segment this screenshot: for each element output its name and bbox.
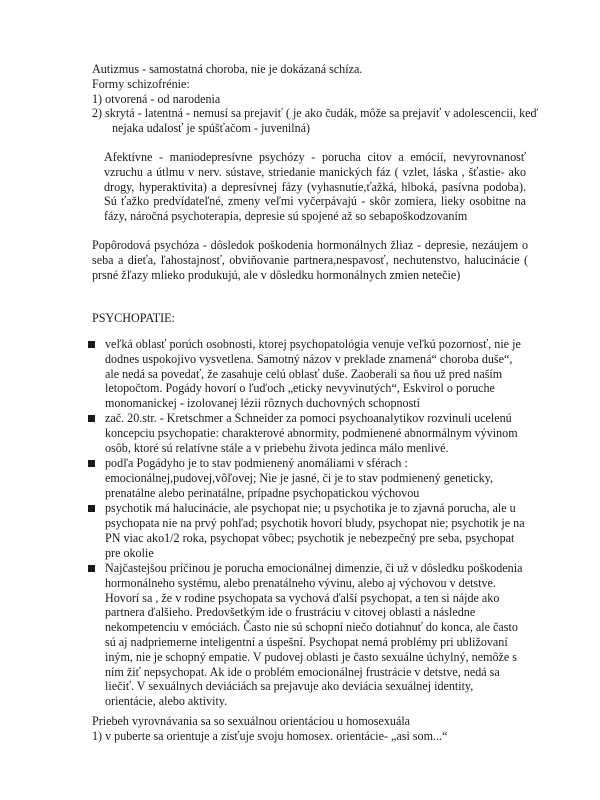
intro-section [92,62,562,136]
bullet-text: zač. 20.str. - Kretschmer a Schneider za pomoci psychoanalytikov rozvinuli ucelenú koncepciu psychopatie: charakterové abnormity, podmienené abnormálnym vývinom osôb, ktoré sú relatívne stále a v priebehu života jedinca málo menlivé. [105,411,518,456]
bullet-item [88,337,526,411]
psychopathy-bullet-list [88,337,526,709]
schizophrenia-form-2: 2) skrytá - latentná - nemusí sa prejaviť ( je ako čudák, môže sa prejaviť v adolescencii, keď nejaka udalosť je spúšťačom - juvenilná) [92,106,539,136]
psychopathy-heading: PSYCHOPATIE: [92,311,175,325]
autism-line: Autizmus - samostatná choroba, nie je dokázaná schíza. [92,62,363,76]
bullet-item [88,561,526,709]
orientation-process-section [92,714,562,744]
bullet-text: Najčastejšou príčinou je porucha emocionálnej dimenzie, či už v dôsledku poškodenia hormonálneho systému, alebo prenatálneho vývinu, alebo aj výchovou v detstve. Hovorí sa , že v rodine psychopata sa vychová ďalší psychopat, a ten si nájde ako partnera ďalšieho. Predovšetkým ide o frustráciu v citovej oblasti a následne nekompetenciu v emóciách. Často nie sú schopní niečo dotiahnuť do konca, ale často sú aj nadpriemerne inteligentní a úspešní. Psychopat nemá problémy pri ubližovaní iným, nie je schopný empatie. V pudovej oblasti je často sexuálne úchylný, nemôže s ním žiť nepsychopat. Ak ide o problém emocionálnej frustrácie v detstve, nedá sa liečiť. V sexuálnych deviáciách sa prejavuje ako deviácia sexuálnej identity, orientácie, alebo aktivity. [105,560,523,709]
orientation-process-item-1: 1) v puberte sa orientuje a zisťuje svoju homosex. orientácie- „asi som...“ [92,728,448,743]
schizophrenia-form-1: 1) otvorená - od narodenia [92,91,221,106]
bullet-text: psychotik má halucinácie, ale psychopat nie; u psychotika je to zjavná porucha, ale u psychopata nie na prvý pohľad; psychotik hovorí bludy, psychopat nie; psychotik je na PN viac ako1/2 roka, psychopat vôbec; psychotik je nebezpečný pre seba, psychopat pre okolie [105,501,525,560]
affective-psychoses-paragraph: Afektívne - maniodepresívne psychózy - porucha citov a emócií, nevyrovnanosť vzruchu a útlmu v nerv. sústave, striedanie manických fáz ( vzlet, láska , šťastie- ako drogy, hyperaktivita) a depresívnej fázy (vyhasnutie,ťažká, hlboká, pasívna podoba). Sú ťažko predvídateľné, zmeny veľmi vyčerpávajú - skôr zomiera, lieky osobitne na fázy, náročná psychoterapia, depresie sú spojené až so sebapoškodzovaním [104,150,526,224]
square-bullet-icon [88,341,95,348]
bullet-item [88,456,526,500]
postpartum-psychosis-paragraph: Popôrodová psychóza - dôsledok poškodenia hormonálnych žliaz - depresie, nezáujem o seba a dieťa, ľahostajnosť, obviňovanie partnera,nespavosť, nechutenstvo, halucinácie ( prsné žľazy mlieko produkujú, ale v dôsledku hormonálnych zmien netečie) [92,238,528,282]
bullet-item [88,501,526,560]
bullet-text: veľká oblasť porúch osobnosti, ktorej psychopatológia venuje veľkú pozornosť, nie je dodnes uspokojivo vysvetlena. Samotný názov v preklade znamená“ choroba duše“, ale nedá sa povedať, že zasahuje celú oblasť duše. Zaoberali sa ňou už pred naším letopočtom. Pogády hovorí o ľuďoch „eticky nevyvinutých“, Eskvirol o poruche monomanickej - izolovanej lézii rôznych duchovných schopností [105,337,521,411]
orientation-process-heading: Priebeh vyrovnávania sa so sexuálnou orientáciou u homosexuála [92,714,411,728]
bullet-item [88,411,526,455]
square-bullet-icon [88,505,95,512]
square-bullet-icon [88,460,95,467]
square-bullet-icon [88,415,95,422]
schizophrenia-forms-heading: Formy schizofrénie: [92,76,190,91]
square-bullet-icon [88,565,95,572]
bullet-text: podľa Pogádyho je to stav podmienený anomáliami v sférach : emocionálnej,pudovej,vôľovej; Nie je jasné, či je to stav podmienený geneticky, prenatálne alebo perinatálne, prípadne psychopatickou výchovou [105,456,493,500]
